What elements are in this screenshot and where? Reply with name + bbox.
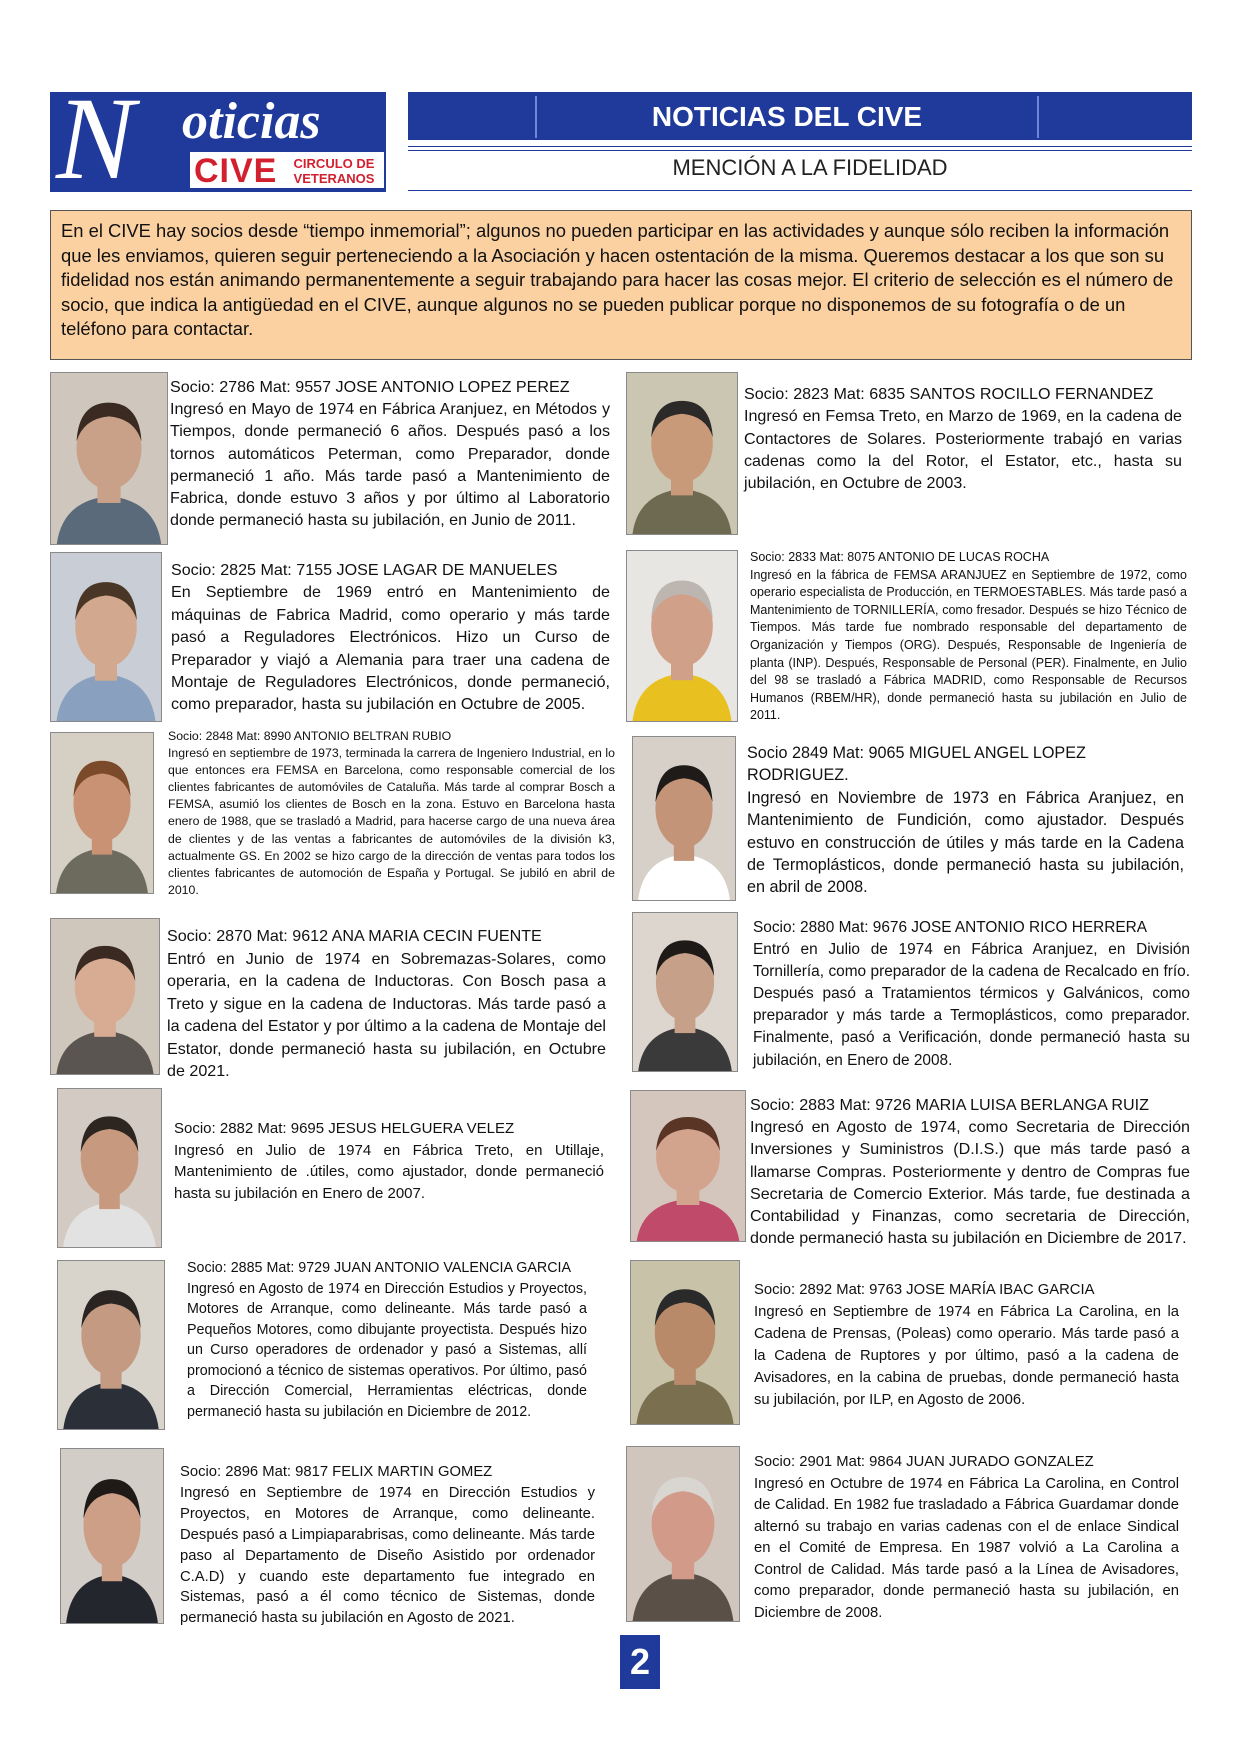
member-name: Socio: 2882 Mat: 9695 JESUS HELGUERA VELEZ <box>174 1120 515 1137</box>
member-bio <box>174 1118 604 1204</box>
member-text: Ingresó en Julio de 1974 en Fábrica Treto, en Utillaje, Mantenimiento de .útiles, como ajustador, donde permaneció hasta su jubilación en Enero de 2007. <box>174 1141 604 1202</box>
member-bio <box>744 383 1182 494</box>
member-name: Socio: 2883 Mat: 9726 MARIA LUISA BERLANGA RUIZ <box>750 1096 1149 1114</box>
member-photo <box>632 736 736 901</box>
header-rule <box>408 150 1192 151</box>
member-photo <box>50 918 160 1075</box>
section-title: NOTICIAS DEL CIVE <box>535 96 1039 138</box>
member-bio <box>168 728 615 899</box>
member-text: Ingresó en septiembre de 1973, terminada la carrera de Ingeniero Industrial, en lo que entonces era FEMSA en Barcelona, como responsable comercial de los clientes fabricantes de automóviles de Cataluña. Más tarde al comprar Bosch a FEMSA, asumió los clientes de Bosch en la zona. Estuvo en Barcelona hasta enero de 1988, que se trasladó a Madrid, para hacerse cargo de una nueva área de clientes y de las ventas a fabricantes de automóviles de la división k3, actualmente GS. En 2002 se hizo cargo de la dirección de ventas para todos los clientes fabricantes de automoción de España y Portugal. Se jubiló en abril de 2010. <box>168 746 615 897</box>
member-text: Ingresó en Agosto de 1974 en Dirección Estudios y Proyectos, Motores de Arranque, como delineante. Más tarde pasó a Pequeños Motores, como dibujante proyectista. Después hizo un Curso operadores de ordenador y pasó a Sistemas, allí promocionó a técnico de sistemas operativos. Por último, pasó a Dirección Comercial, Herramientas eléctricas, donde permaneció hasta su jubilación en Diciembre de 2012. <box>187 1280 587 1420</box>
member-photo <box>626 1446 740 1622</box>
member-text: Entró en Julio de 1974 en Fábrica Aranjuez, en División Tornillería, como preparador de la cadena de Recalcado en frío. Después pasó a Tratamientos térmicos y Galvánicos, como preparador y más tarde a Termoplásticos, como preparador. Finalmente, pasó a Verificación, donde permaneció hasta su jubilación, en Enero de 2008. <box>753 941 1190 1069</box>
member-photo <box>57 1088 162 1248</box>
member-name: Socio: 2896 Mat: 9817 FELIX MARTIN GOMEZ <box>180 1464 493 1480</box>
member-bio <box>754 1279 1179 1411</box>
header-rule <box>408 190 1192 191</box>
member-bio <box>167 925 606 1083</box>
member-photo <box>630 1090 746 1242</box>
page-number: 2 <box>620 1635 660 1689</box>
member-name: Socio: 2880 Mat: 9676 JOSE ANTONIO RICO HERRERA <box>753 919 1148 936</box>
member-photo <box>632 912 738 1072</box>
member-text: En Septiembre de 1969 entró en Mantenimiento de máquinas de Fabrica Madrid, como operario y más tarde pasó a Reguladores Electrónicos. Hizo un Curso de Preparador y viajó a Alemania para traer una cadena de Montaje de Reguladores Electrónicos, donde permaneció, como preparador, hasta su jubilación en Octubre de 2005. <box>171 583 610 714</box>
member-name: Socio: 2786 Mat: 9557 JOSE ANTONIO LOPEZ PEREZ <box>170 378 570 396</box>
member-text: Ingresó en la fábrica de FEMSA ARANJUEZ en Septiembre de 1972, como operario especialista de Producción, en TERMOESTABLES. Más tarde pasó a Mantenimiento de TORNILLERÍA, como fresador. Después se hizo Técnico de Tiempos. Más tarde fue nombrado responsable del departamento de Organización y Tiempos (ORG). Después, Responsable de Ingeniería de planta (INP). Después, Responsable de Personal (PER). Finalmente, en Julio del 98 se trasladó a Fábrica MADRID, como Responsable de Recursos Humanos (RBEM/HR), donde permaneció hasta su jubilación en Julio de 2011. <box>750 567 1187 723</box>
member-bio <box>180 1462 595 1629</box>
member-name: Socio: 2870 Mat: 9612 ANA MARIA CECIN FUENTE <box>167 927 542 945</box>
member-photo <box>50 732 154 894</box>
member-bio <box>170 376 610 531</box>
member-bio <box>753 917 1190 1072</box>
logo-tagline: CIRCULO DE VETERANOS <box>293 156 375 186</box>
member-photo <box>630 1260 740 1425</box>
member-photo <box>60 1448 164 1624</box>
member-photo <box>626 550 738 722</box>
member-name: Socio: 2892 Mat: 9763 JOSE MARÍA IBAC GARCIA <box>754 1282 1095 1298</box>
member-text: Ingresó en Noviembre de 1973 en Fábrica Aranjuez, en Mantenimiento de Fundición, como ajustador. Después estuvo en construcción de útiles y más tarde en la Cadena de Termoplásticos, donde permaneció hasta su jubilación, en abril de 2008. <box>747 788 1184 897</box>
member-bio <box>750 1094 1190 1249</box>
member-name: Socio: 2825 Mat: 7155 JOSE LAGAR DE MANUELES <box>171 561 558 579</box>
member-text: Ingresó en Septiembre de 1974 en Fábrica La Carolina, en la Cadena de Prensas, (Poleas) como operario. Más tarde pasó a la Cadena de Ruptores y por último, pasó a la cadena de Avisadores, en la cabina de pruebas, donde permaneció hasta su jubilación, por ILP, en Agosto de 2006. <box>754 1304 1179 1408</box>
member-photo <box>626 372 738 535</box>
member-photo <box>57 1260 165 1430</box>
member-bio <box>171 559 610 716</box>
member-text: Ingresó en Mayo de 1974 en Fábrica Aranjuez, en Métodos y Tiempos, donde permaneció 6 años. Después pasó a los tornos automáticos Peterman, como Preparador, donde permaneció 1 año. Más tarde pasó a Mantenimiento de Fabrica, donde estuvo 3 años y por último al Laboratorio donde permaneció hasta su jubilación, en Junio de 2011. <box>170 400 610 530</box>
member-bio <box>750 549 1187 725</box>
logo-word: oticias <box>182 93 321 150</box>
member-text: Ingresó en Octubre de 1974 en Fábrica La Carolina, en Control de Calidad. En 1982 fue trasladado a Fábrica Guardamar donde alternó su trabajo en varias cadenas con el de enlace Sindical en el Comité de Empresa. En 1987 volvió a La Carolina a Control de Calidad. Más tarde pasó a la Línea de Avisadores, como preparador, donde permaneció hasta su jubilación, en Diciembre de 2008. <box>754 1475 1179 1621</box>
member-name: Socio: 2848 Mat: 8990 ANTONIO BELTRAN RUBIO <box>168 729 452 743</box>
page-subtitle: MENCIÓN A LA FIDELIDAD <box>672 155 948 180</box>
member-bio <box>187 1258 587 1422</box>
member-photo <box>50 372 168 545</box>
header-rule <box>408 146 1192 147</box>
member-bio <box>754 1452 1179 1624</box>
intro-box: En el CIVE hay socios desde “tiempo inmemorial”; algunos no pueden participar en las actividades y aunque sólo reciben la información que les enviamos, quieren seguir perteneciendo a la Asociación y hacen ostentación de la misma. Queremos destacar a los que son su fidelidad nos están animando permanentemente a seguir trabajando para hacer las cosas mejor. El criterio de selección es el número de socio, que indica la antigüedad en el CIVE, aunque algunos no se pueden publicar porque no disponemos de su fotografía o de un teléfono para contactar. <box>50 210 1192 360</box>
member-name: Socio: 2823 Mat: 6835 SANTOS ROCILLO FERNANDEZ <box>744 385 1154 403</box>
member-text: Entró en Junio de 1974 en Sobremazas-Solares, como operaria, en la cadena de Inductoras. Con Bosch pasa a Treto y sigue en la cadena de Inductoras. Más tarde pasó a la cadena del Estator y por último a la cadena de Montaje del Estator, donde permaneció hasta su jubilación, en Octubre de 2021. <box>167 949 606 1080</box>
member-name: Socio: 2885 Mat: 9729 JUAN ANTONIO VALENCIA GARCIA <box>187 1260 572 1276</box>
member-text: Ingresó en Agosto de 1974, como Secretaria de Dirección Inversiones y Suministros (D.I.S.) que más tarde pasó a llamarse Compras. Posteriormente y dentro de Compras fue Secretaria de Comercio Exterior. Más tarde, fue destinada a Contabilidad y Finanzas, como secretaria de Dirección, donde permaneció hasta su jubilación en Diciembre de 2017. <box>750 1118 1190 1248</box>
logo-brand: CIVE <box>194 152 278 190</box>
member-text: Ingresó en Femsa Treto, en Marzo de 1969, en la cadena de Contactores de Solares. Posteriormente trabajó en varias cadenas como la del Rotor, el Estator, etc., hasta su jubilación, en Octubre de 2003. <box>744 407 1182 493</box>
noticias-cive-logo <box>50 92 386 192</box>
member-bio <box>747 742 1184 899</box>
member-name: Socio 2849 Mat: 9065 MIGUEL ANGEL LOPEZ RODRIGUEZ. <box>747 744 1086 785</box>
member-name: Socio: 2833 Mat: 8075 ANTONIO DE LUCAS ROCHA <box>750 550 1050 564</box>
member-text: Ingresó en Septiembre de 1974 en Dirección Estudios y Proyectos, en Motores de Arranque, como delineante. Después pasó a Limpiaparabrisas, como delineante. Más tarde paso al Departamento de Diseño Asistido por ordenador C.A.D) y cuando este departamento fue integrado en Sistemas, pasó a él como técnico de Sistemas, donde permaneció hasta su jubilación en Agosto de 2021. <box>180 1484 595 1627</box>
member-name: Socio: 2901 Mat: 9864 JUAN JURADO GONZALEZ <box>754 1454 1094 1470</box>
logo-initial: N <box>56 92 135 192</box>
member-photo <box>50 552 162 722</box>
